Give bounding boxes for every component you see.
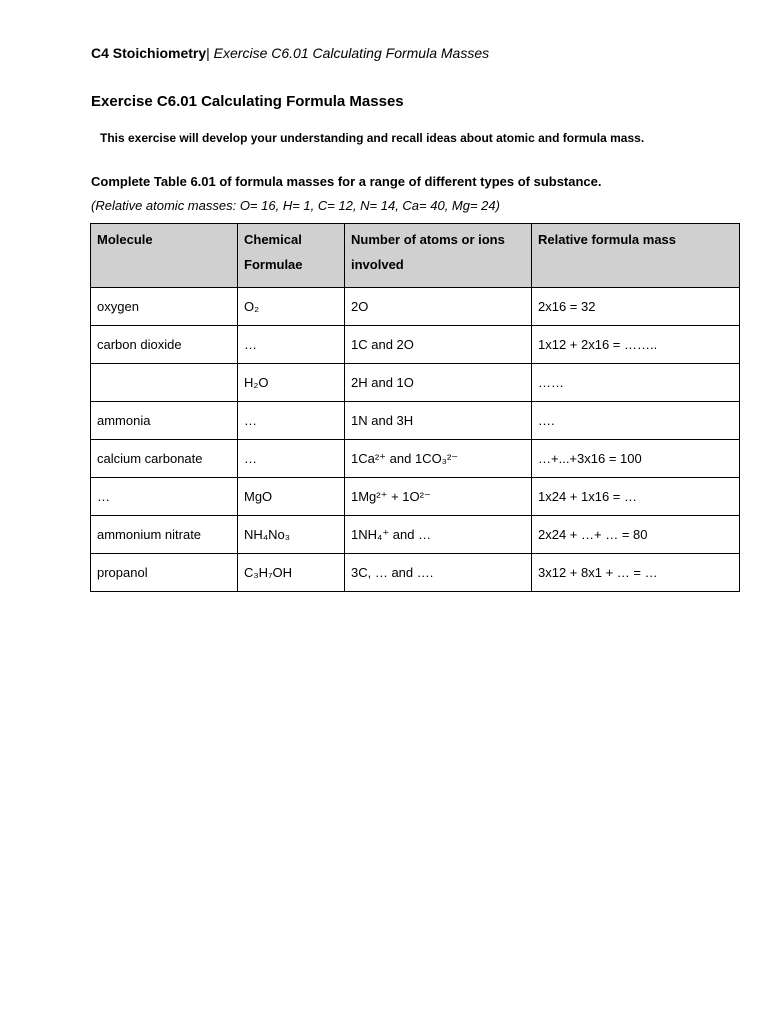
header-molecule-label: Molecule xyxy=(97,232,153,247)
cell-formula: NH₄No₃ xyxy=(238,516,345,554)
cell-mass: 2x16 = 32 xyxy=(532,288,740,326)
atomic-masses-note: (Relative atomic masses: O= 16, H= 1, C= 12, N= 14, Ca= 40, Mg= 24) xyxy=(91,198,500,213)
cell-mass: 3x12 + 8x1 + … = … xyxy=(532,554,740,592)
cell-atoms: 1NH₄⁺ and … xyxy=(345,516,532,554)
instruction-text: Complete Table 6.01 of formula masses for a range of different types of substance. xyxy=(91,174,602,189)
cell-formula: … xyxy=(238,402,345,440)
cell-mass: 1x12 + 2x16 = …….. xyxy=(532,326,740,364)
intro-text: This exercise will develop your understanding and recall ideas about atomic and formula mass. xyxy=(100,131,645,145)
header-atoms-involved xyxy=(345,224,532,288)
cell-atoms: 1Mg²⁺ + 1O²⁻ xyxy=(345,478,532,516)
cell-atoms: 1Ca²⁺ and 1CO₃²⁻ xyxy=(345,440,532,478)
cell-formula: O₂ xyxy=(238,288,345,326)
cell-atoms: 1C and 2O xyxy=(345,326,532,364)
table-row xyxy=(91,288,740,326)
table-row xyxy=(91,326,740,364)
cell-formula: MgO xyxy=(238,478,345,516)
cell-molecule: … xyxy=(91,478,238,516)
table-row xyxy=(91,554,740,592)
cell-mass: 1x24 + 1x16 = … xyxy=(532,478,740,516)
header-formula-line1: Chemical xyxy=(244,232,302,247)
cell-atoms: 2O xyxy=(345,288,532,326)
cell-formula: … xyxy=(238,440,345,478)
header-atoms-line1: Number of atoms or ions xyxy=(351,232,505,247)
formula-mass-table xyxy=(90,223,740,592)
table-header-row xyxy=(91,224,740,288)
cell-formula: H₂O xyxy=(238,364,345,402)
header-separator: | xyxy=(206,45,214,61)
cell-mass: …+...+3x16 = 100 xyxy=(532,440,740,478)
cell-molecule: propanol xyxy=(91,554,238,592)
header-exercise: Exercise C6.01 Calculating Formula Masses xyxy=(213,45,490,61)
table-row xyxy=(91,402,740,440)
cell-mass: …. xyxy=(532,402,740,440)
cell-formula: … xyxy=(238,326,345,364)
header-atoms-line2: involved xyxy=(351,257,404,272)
cell-molecule xyxy=(91,364,238,402)
header-chemical-formulae xyxy=(238,224,345,288)
header-relative-formula-mass xyxy=(532,224,740,288)
cell-molecule: calcium carbonate xyxy=(91,440,238,478)
cell-atoms: 3C, … and …. xyxy=(345,554,532,592)
cell-molecule: oxygen xyxy=(91,288,238,326)
header-formula-line2: Formulae xyxy=(244,257,303,272)
exercise-title: Exercise C6.01 Calculating Formula Masses xyxy=(91,93,404,110)
table-row xyxy=(91,440,740,478)
header-mass-label: Relative formula mass xyxy=(538,232,677,247)
cell-formula: C₃H₇OH xyxy=(238,554,345,592)
table-row xyxy=(91,516,740,554)
header-chapter: C4 Stoichiometry xyxy=(91,45,207,61)
table-row xyxy=(91,478,740,516)
cell-mass: 2x24 + …+ … = 80 xyxy=(532,516,740,554)
cell-molecule: carbon dioxide xyxy=(91,326,238,364)
cell-molecule: ammonium nitrate xyxy=(91,516,238,554)
cell-molecule: ammonia xyxy=(91,402,238,440)
cell-atoms: 2H and 1O xyxy=(345,364,532,402)
cell-mass: …… xyxy=(532,364,740,402)
header-molecule xyxy=(91,224,238,288)
table-row xyxy=(91,364,740,402)
running-header xyxy=(91,45,489,61)
cell-atoms: 1N and 3H xyxy=(345,402,532,440)
